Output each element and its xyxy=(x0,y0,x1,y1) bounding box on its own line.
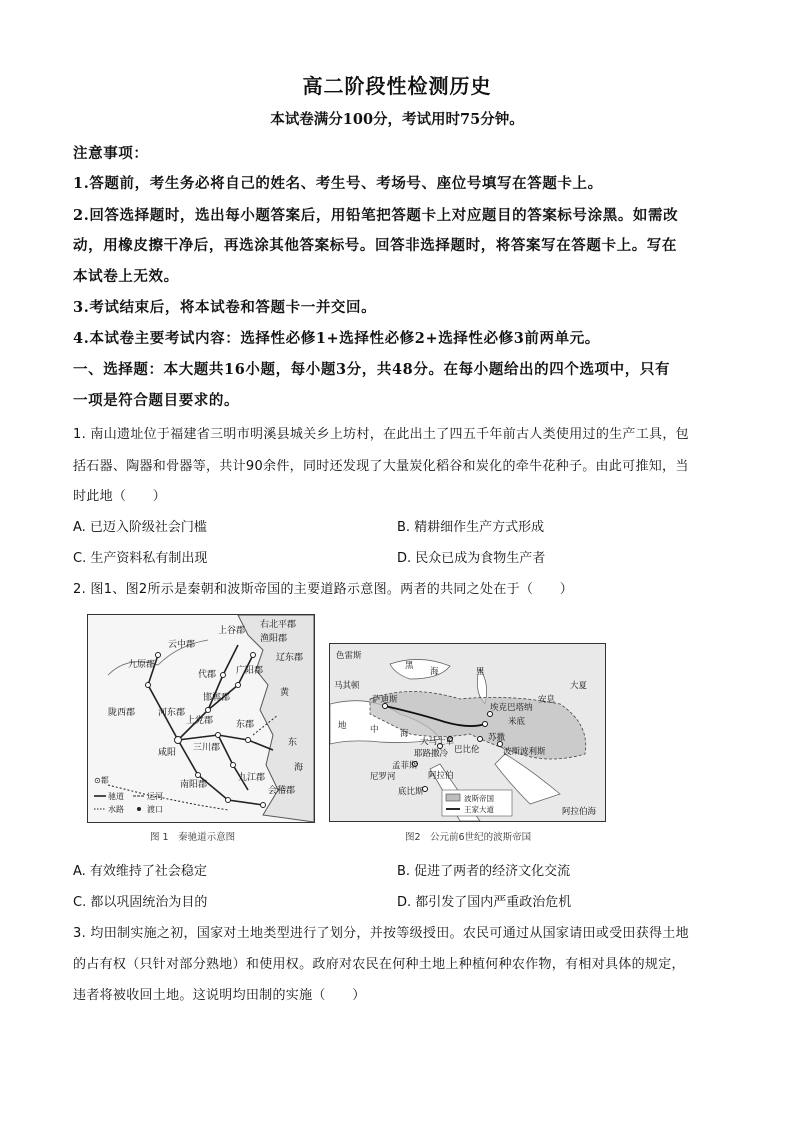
question-1-option-a[interactable]: A. 已迈入阶级社会门槛 xyxy=(73,520,207,535)
notes-heading: 注意事项： xyxy=(73,145,149,162)
map1-capital-legend: ⊙都 xyxy=(94,776,109,785)
map1-label: 九原郡 xyxy=(128,660,156,670)
map2-label: 萨迪斯 xyxy=(372,695,398,705)
map1-label: 三川郡 xyxy=(193,743,221,753)
map1-label: 广阳郡 xyxy=(236,666,264,676)
question-3-line: 违者将被收回土地。这说明均田制的实施（ ） xyxy=(73,988,366,1003)
note-line: 动，用橡皮擦干净后，再选涂其他答案标号。回答非选择题时，将答案写在答题卡上。写在 xyxy=(73,237,677,254)
map2-label: 阿拉伯 xyxy=(428,771,454,781)
map1-label: 渔阳郡 xyxy=(260,634,288,644)
map2-label: 色雷斯 xyxy=(336,651,362,661)
map1-label: 河东郡 xyxy=(158,708,186,718)
map2-label: 地 xyxy=(338,721,347,731)
question-2-stem: 2. 图1、图2所示是秦朝和波斯帝国的主要道路示意图。两者的共同之处在于（ ） xyxy=(73,582,574,597)
map1-label: 南阳郡 xyxy=(180,780,208,790)
map1-label: 陇西郡 xyxy=(108,708,136,718)
map1-legend-item: 渡口 xyxy=(147,805,163,814)
question-1-option-d[interactable]: D. 民众已成为食物生产者 xyxy=(397,551,546,566)
map2-caption: 图2 公元前6世纪的波斯帝国 xyxy=(405,832,532,843)
map2-label: 埃克巴塔纳 xyxy=(490,703,533,713)
note-line: 2.回答选择题时，选出每小题答案后，用铅笔把答题卡上对应题目的答案标号涂黑。如需改 xyxy=(73,207,679,224)
map2-label: 尼罗河 xyxy=(370,772,396,782)
question-1-option-b[interactable]: B. 精耕细作生产方式形成 xyxy=(397,520,545,535)
persia-map xyxy=(329,643,606,822)
map2-label: 孟菲斯 xyxy=(392,761,418,771)
map2-label: 巴比伦 xyxy=(454,745,480,755)
map1-label: 东 xyxy=(288,738,298,748)
map2-label: 波斯波利斯 xyxy=(503,747,546,757)
map1-label: 右北平郡 xyxy=(260,620,297,630)
map1-label: 九江郡 xyxy=(238,773,266,783)
qin-road-map xyxy=(87,614,315,823)
map2-label: 苏撒 xyxy=(488,733,506,743)
map2-legend-item: 王家大道 xyxy=(464,805,494,814)
page-subtitle: 本试卷满分100分，考试用时75分钟。 xyxy=(270,111,524,128)
map1-label: 会稽郡 xyxy=(268,786,296,796)
question-1-option-c[interactable]: C. 生产资料私有制出现 xyxy=(73,551,208,566)
map2-label: 安息 xyxy=(538,695,556,705)
map2-label: 里 xyxy=(476,667,485,677)
map2-label: 耶路撒冷 xyxy=(414,749,449,759)
map2-label: 大夏 xyxy=(570,681,588,691)
question-1-line: 括石器、陶器和骨器等，共计90余件，同时还发现了大量炭化稻谷和炭化的牵牛花种子。由此可推知，当 xyxy=(73,459,689,474)
map2-label: 黑 xyxy=(405,661,414,671)
map2-legend-item: 波斯帝国 xyxy=(464,794,494,803)
map1-label: 辽东郡 xyxy=(276,653,304,663)
map1-label: 海 xyxy=(294,763,304,773)
note-line: 4.本试卷主要考试内容：选择性必修1+选择性必修2+选择性必修3前两单元。 xyxy=(73,330,600,347)
map2-label: 底比斯 xyxy=(398,787,424,797)
persia-map-graphic xyxy=(330,644,605,821)
question-3-line: 的占有权（只针对部分熟地）和使用权。政府对农民在何种土地上种植何种农作物，有相对具体的规定， xyxy=(73,957,685,972)
map2-label: 海 xyxy=(430,667,439,677)
map2-label: 米底 xyxy=(508,717,526,727)
map1-legend-item: 驰道 xyxy=(108,792,124,801)
note-line: 本试卷上无效。 xyxy=(73,268,179,285)
question-1-line: 时此地（ ） xyxy=(73,489,167,504)
section-heading: 一项是符合题目要求的。 xyxy=(73,392,240,409)
note-line: 1.答题前，考生务必将自己的姓名、考生号、考场号、座位号填写在答题卡上。 xyxy=(73,175,603,192)
qin-road-map-graphic xyxy=(88,615,314,822)
map2-label: 中 xyxy=(370,725,379,735)
map1-legend-item: 水路 xyxy=(108,805,124,814)
map1-caption: 图 1 秦驰道示意图 xyxy=(150,832,236,843)
question-2-option-a[interactable]: A. 有效维持了社会稳定 xyxy=(73,864,207,879)
map2-label: 阿拉伯海 xyxy=(562,807,597,817)
note-line: 3.考试结束后，将本试卷和答题卡一并交回。 xyxy=(73,299,377,316)
map1-label: 邯郸郡 xyxy=(203,693,231,703)
map1-label: 咸阳 xyxy=(158,748,177,758)
map1-label: 东郡 xyxy=(236,720,255,730)
map1-label: 上谷郡 xyxy=(218,626,246,636)
map1-legend-item: 运河 xyxy=(147,792,163,801)
question-2-option-b[interactable]: B. 促进了两者的经济文化交流 xyxy=(397,864,571,879)
question-2-option-c[interactable]: C. 都以巩固统治为目的 xyxy=(73,895,208,910)
section-heading: 一、选择题：本大题共16小题，每小题3分，共48分。在每小题给出的四个选项中，只有 xyxy=(73,361,671,378)
map2-label: 大马士革 xyxy=(420,737,455,747)
map2-label: 海 xyxy=(400,729,409,739)
map1-label: 云中郡 xyxy=(168,640,196,650)
map1-label: 黄 xyxy=(280,688,290,698)
question-1-line: 1. 南山遗址位于福建省三明市明溪县城关乡上坊村，在此出土了四五千年前古人类使用过的生产工具，包 xyxy=(73,427,689,442)
page-title: 高二阶段性检测历史 xyxy=(302,74,492,98)
map2-label: 马其顿 xyxy=(334,681,360,691)
question-3-line: 3. 均田制实施之初，国家对土地类型进行了划分，并按等级授田。农民可通过从国家请田或受田获得土地 xyxy=(73,926,689,941)
map1-label: 代郡 xyxy=(198,670,217,680)
question-2-option-d[interactable]: D. 都引发了国内严重政治危机 xyxy=(397,895,572,910)
map1-label: 上党郡 xyxy=(186,716,214,726)
